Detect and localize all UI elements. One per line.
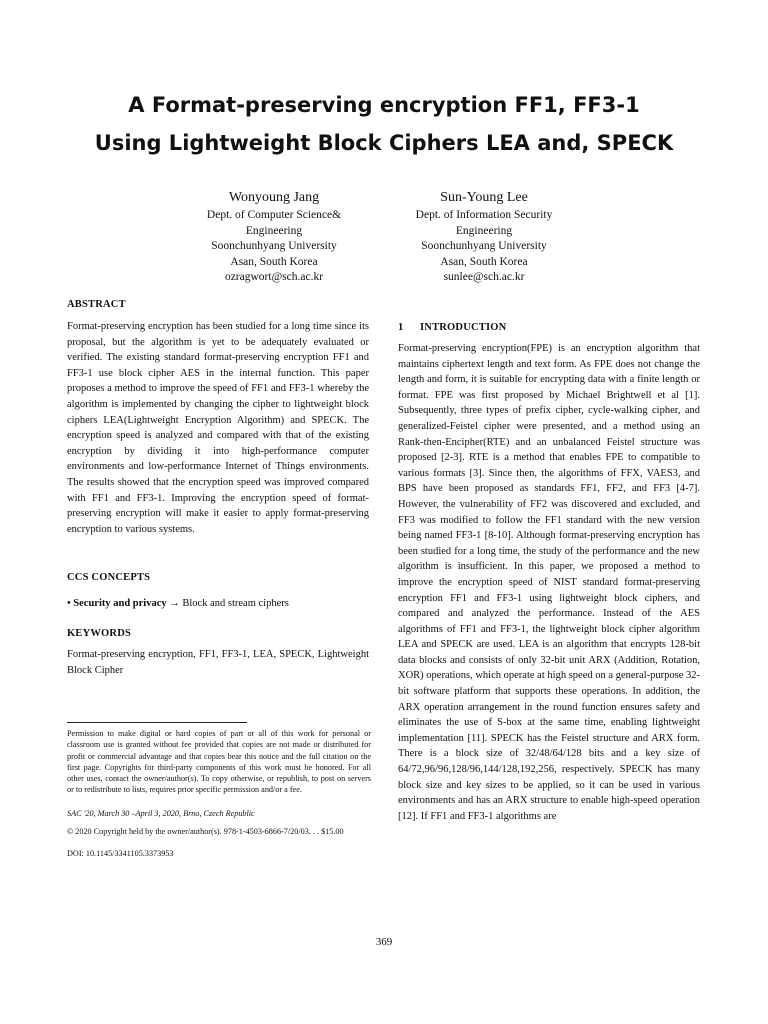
author-email: sunlee@sch.ac.kr	[443, 271, 525, 283]
copyright-notice: © 2020 Copyright held by the owner/author(s). 978-1-4503-6866-7/20/03. . . $15.00	[67, 827, 344, 836]
ccs-concept-subject: → Block and stream ciphers	[166, 598, 289, 609]
keywords-heading: KEYWORDS	[67, 628, 132, 639]
author-name: Wonyoung Jang	[228, 190, 320, 205]
paper-title-line-1: A Format-preserving encryption FF1, FF3-1	[128, 93, 640, 117]
author-dept: Dept. of Computer Science&	[206, 209, 342, 221]
author-email: ozragwort@sch.ac.kr	[224, 271, 324, 283]
section-number: 1	[398, 322, 404, 333]
abstract-text: Format-preserving encryption has been studied for a long time since its proposal, but the algorithm is yet to be adequately evaluated or verified. The existing standard format-preserving encryption FF1 and FF3-1 use block cipher AES in the internal function. This paper proposes a method to improve the speed of FF1 and FF3-1 whereby the algorithm is implemented by changing the cipher to lightweight block ciphers LEA(Lightweight Encryption Algorithm) and SPECK. The encryption speed is analyzed and compared with that of the existing encryption by dividing it into high-performance computer environments and low-performance Internet of Things environments. The results showed that the encryption speed was improved compared with FF1 and FF3-1. Improving the encryption speed of format-preserving encryption will make it easier to apply format-preserving encryption to various systems.	[67, 321, 369, 535]
author-dept-cont: Engineering	[455, 224, 513, 237]
author-location: Asan, South Korea	[440, 255, 528, 268]
doi: DOI: 10.1145/3341105.3373953	[67, 849, 174, 858]
author-block-2	[364, 188, 604, 286]
page-number: 369	[375, 936, 393, 948]
conference-venue: SAC '20, March 30 –April 3, 2020, Brno, Czech Republic	[67, 809, 255, 818]
abstract-heading: ABSTRACT	[67, 299, 126, 310]
ccs-concepts-heading: CCS CONCEPTS	[67, 572, 151, 583]
author-university: Soonchunhyang University	[421, 240, 547, 252]
keywords-text: Format-preserving encryption, FF1, FF3-1, LEA, SPECK, Lightweight Block Cipher	[67, 649, 369, 676]
permission-notice: Permission to make digital or hard copies of part or all of this work for personal or classroom use is granted without fee provided that copies are not made or distributed for profit or commercial advantage and that copies bear this notice and the full citation on the first page. Copyrights for third-party components of this work must be honored. For all other uses, contact the owner/author(s). To copy otherwise, or republish, to post on servers or to redistribute to lists, requires prior specific permission and/or a fee.	[67, 729, 371, 795]
author-university: Soonchunhyang University	[211, 240, 337, 252]
author-dept: Dept. of Information Security	[415, 209, 553, 221]
introduction-text: Format-preserving encryption(FPE) is an encryption algorithm that maintains ciphertext length and text form. As FPE does not change the length and form, it is suitable for encrypting data with a finite length or format. FPE was first proposed by Michael Brightwell et al [1]. Subsequently, three types of prefix cipher, cycle-walking cipher, and generalized-Feistel cipher were presented, and a method using an Rank-then-Encipher(RTE) and an unbalanced Feistel structure was proposed [2-3]. RTE is a method that enables FPE to compatible to various formats [3]. Since then, the algorithms of FFX, VAES3, and BPS have been proposed as standards FF1, FF2, and FF3 [4-7]. However, the vulnerability of FF2 was discovered and excluded, and FF3 was modified to follow the FF1 standard with the new version being named FF3-1 [8-10]. Although format-preserving encryption has been studied for a long time, the study of the performance and the new algorithm is insufficient. In this paper, we proposed a method to improve the encryption speed of NIST standard format-preserving encryption FF1 and FF3-1 using lightweight block ciphers, and compared and analyzed the performance. Instead of the AES algorithms of FF1 and FF3-1, the lightweight block cipher algorithm LEA and SPECK are used. LEA is an algorithm that encrypts 128-bit data blocks and consists of only 32-bit unit ARX (Addition, Rotation, XOR) operations, which operate at high speed on a general-purpose 32-bit software platform that supports these operations. In addition, the ARX operation arrangement in the round function ensures safety and eliminates the use of S-box at the same time, enabling lightweight implementation [11]. SPECK has the Feistel structure and ARX form. There is a block size of 32/48/64/128 bits and a key size of 64/72,96/96,128/96,144/128,192,256, respectively. SPECK has many block size and key sizes to be applied, so it can be used in various environments and has an ARX structure to enable high-speed operation [12]. If FF1 and FF3-1 algorithms are	[398, 343, 700, 822]
author-dept-cont: Engineering	[245, 224, 303, 237]
ccs-concepts-text	[67, 596, 369, 612]
author-name: Sun-Young Lee	[440, 190, 528, 205]
section-title: INTRODUCTION	[420, 322, 507, 333]
author-location: Asan, South Korea	[230, 255, 318, 268]
paper-title-line-2: Using Lightweight Block Ciphers LEA and, SPECK	[94, 131, 674, 155]
author-block-1	[154, 188, 394, 286]
footnote-divider	[67, 722, 247, 723]
introduction-heading	[398, 320, 700, 336]
ccs-concept-category: • Security and privacy	[67, 598, 167, 609]
